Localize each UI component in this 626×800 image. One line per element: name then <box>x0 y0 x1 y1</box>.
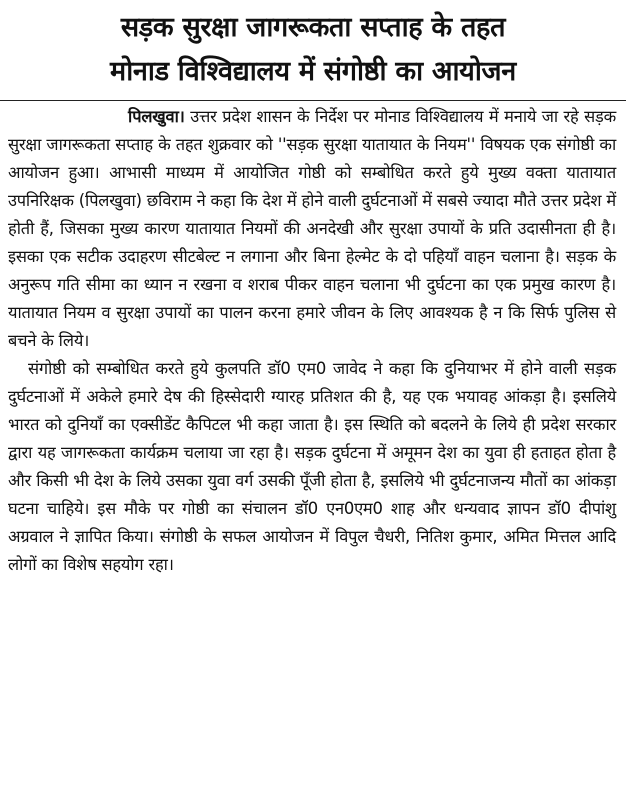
paragraph-1 <box>8 103 616 355</box>
paragraph-2: संगोष्ठी को सम्बोधित करते हुये कुलपति डॉ0 एम0 जावेद ने कहा कि दुनियाभर में होने वाली सड़क दुर्घटनाओं में अकेले हमारे देष की हिस्सेदारी ग्यारह प्रतिशत की है, यह एक भयावह आंकड़ा है। इसलिये भारत को दुनियाँ का एक्सीडेंट कैपिटल भी कहा जाता है। इस स्थिति को बदलने के लिये ही प्रदेश सरकार द्वारा यह जागरूकता कार्यक्रम चलाया जा रहा है। सड़क दुर्घटना में अमूमन देश का युवा ही हताहत होता है और किसी भी देश के लिये उसका युवा वर्ग उसकी पूँजी होता है, इसलिये भी दुर्घटनाजन्य मौतों का आंकड़ा घटना चाहिये। इस मौके पर गोष्ठी का संचालन डॉ0 एन0एम0 शाह और धन्यवाद ज्ञापन डॉ0 दीपांशु अग्रवाल ने ज्ञापित किया। संगोष्ठी के सफल आयोजन में विपुल चैधरी, नितिश कुमार, अमित मित्तल आदि लोगों का विशेष सहयोग रहा। <box>8 359 616 574</box>
headline-line-2: मोनाड विश्विद्यालय में संगोष्ठी का आयोजन <box>110 56 516 87</box>
paragraph-1-text: उत्तर प्रदेश शासन के निर्देश पर मोनाड विश्विद्यालय में मनाये जा रहे सड़क सुरक्षा जागरूकता सप्ताह के तहत शुक्रवार को ''सड़क सुरक्षा यातायात के नियम'' विषयक एक संगोष्ठी का आयोजन हुआ। आभासी माध्यम में आयोजित गोष्ठी को सम्बोधित करते हुये मुख्य वक्ता यातायात उपनिरिक्षक (पिलखुवा) छविराम ने कहा कि देश में होने वाली दुर्घटनाओं में सबसे ज्यादा मौते उत्तर प्रदेश में होती हैं, जिसका मुख्य कारण यातायात नियमों की अनदेखी और सुरक्षा उपायों के प्रति उदासीनता ही है। इसका एक सटीक उदाहरण सीटबेल्ट न लगाना और बिना हेल्मेट के दो पहियाँ वाहन चलाना है। सड़क के अनुरूप गति सीमा का ध्यान न रखना व शराब पीकर वाहन चलाना भी दुर्घटना का एक प्रमुख कारण है। यातायात नियम व सुरक्षा उपायों का पालन करना हमारे जीवन के लिए आवश्यक है न कि सिर्फ पुलिस से बचने के लिये। <box>8 107 616 350</box>
article-body <box>0 103 626 579</box>
headline-line-1: सड़क सुरक्षा जागरूकता सप्ताह के तहत <box>120 12 506 43</box>
headline <box>0 0 626 94</box>
dateline: पिलखुवा। <box>128 107 185 126</box>
bottom-edge <box>0 786 626 800</box>
headline-divider <box>0 100 626 101</box>
